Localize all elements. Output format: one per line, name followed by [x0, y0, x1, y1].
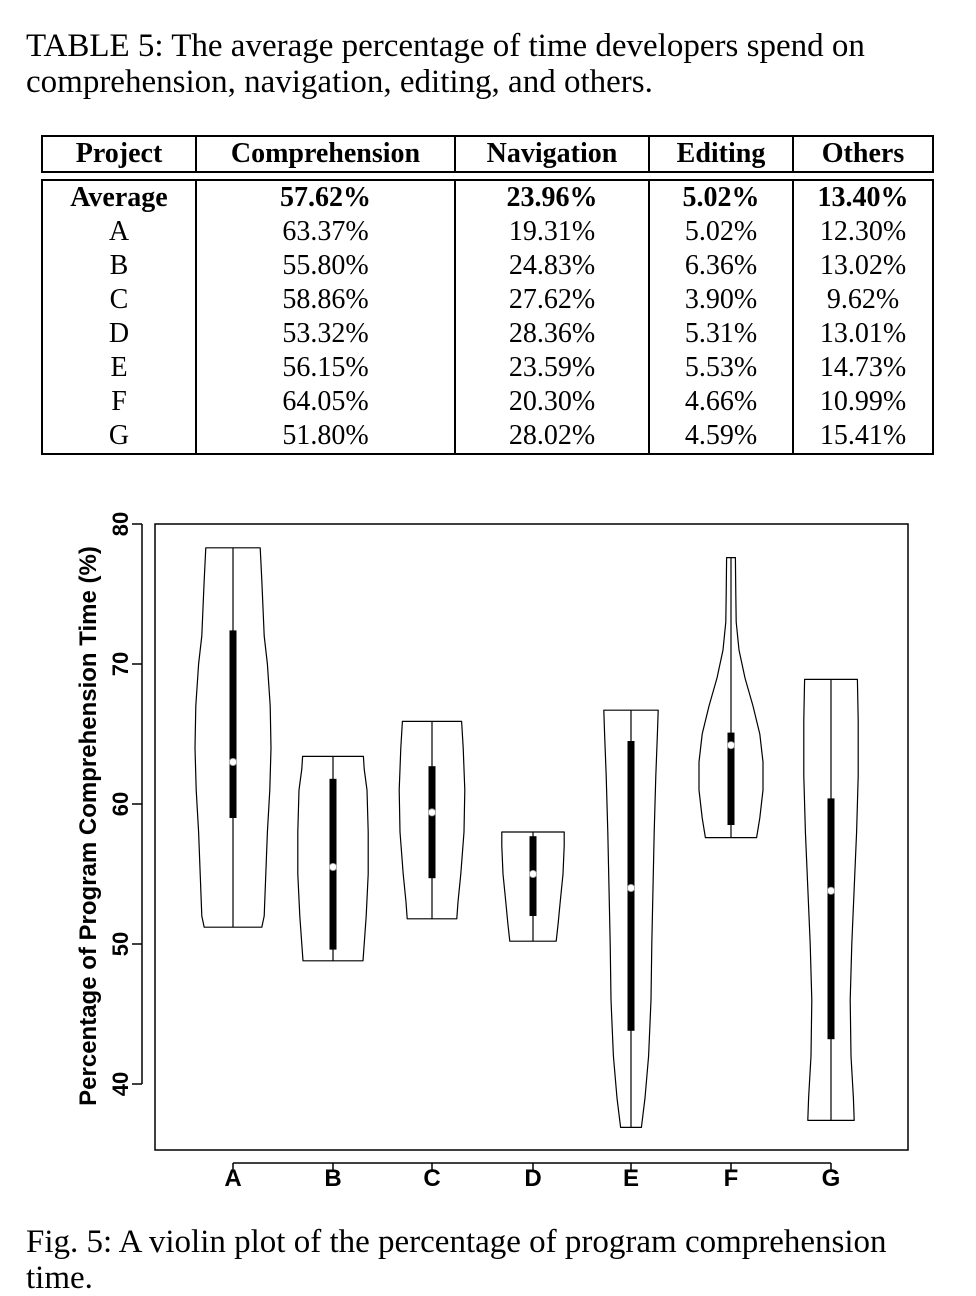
cell-comprehension: 63.37%	[196, 215, 455, 249]
cell-editing: 3.90%	[649, 283, 793, 317]
cell-comprehension: 53.32%	[196, 317, 455, 351]
figure-caption: Fig. 5: A violin plot of the percentage of program comprehension time.	[26, 1224, 887, 1296]
cell-navigation: 23.96%	[455, 180, 649, 215]
x-tick-label: C	[423, 1165, 441, 1192]
col-header-project: Project	[42, 136, 196, 172]
cell-editing: 6.36%	[649, 249, 793, 283]
y-axis	[108, 512, 142, 1096]
col-header-comprehension: Comprehension	[196, 136, 455, 172]
cell-project: C	[42, 283, 196, 317]
violin-e	[604, 710, 658, 1127]
x-tick-label: D	[524, 1165, 542, 1192]
cell-project: F	[42, 385, 196, 419]
col-header-editing: Editing	[649, 136, 793, 172]
cell-comprehension: 58.86%	[196, 283, 455, 317]
violin-f	[699, 558, 763, 838]
violin-plot	[0, 500, 976, 1210]
cell-project: A	[42, 215, 196, 249]
col-header-navigation: Navigation	[455, 136, 649, 172]
violin-b	[298, 756, 368, 960]
violin-median-dot	[529, 870, 536, 877]
violin-g	[804, 679, 858, 1120]
cell-navigation: 19.31%	[455, 215, 649, 249]
violin-median-dot	[428, 809, 435, 816]
violin-iqr-box	[828, 798, 835, 1039]
x-axis	[224, 1163, 840, 1192]
cell-comprehension: 57.62%	[196, 180, 455, 215]
violins	[195, 548, 858, 1128]
cell-comprehension: 64.05%	[196, 385, 455, 419]
table-row	[42, 215, 933, 249]
cell-editing: 4.59%	[649, 419, 793, 454]
violin-iqr-box	[230, 630, 237, 818]
cell-others: 12.30%	[793, 215, 933, 249]
cell-comprehension: 51.80%	[196, 419, 455, 454]
cell-others: 10.99%	[793, 385, 933, 419]
violin-median-dot	[627, 884, 634, 891]
violin-median-dot	[229, 758, 236, 765]
violin-c	[399, 721, 465, 918]
x-tick-label: G	[821, 1165, 841, 1192]
cell-editing: 5.53%	[649, 351, 793, 385]
cell-others: 15.41%	[793, 419, 933, 454]
x-tick-label: B	[324, 1165, 342, 1192]
table-row	[42, 249, 933, 283]
y-tick-label: 40	[108, 1071, 133, 1097]
violin-a	[195, 548, 271, 927]
cell-others: 13.01%	[793, 317, 933, 351]
cell-comprehension: 55.80%	[196, 249, 455, 283]
cell-editing: 5.02%	[649, 215, 793, 249]
cell-others: 13.40%	[793, 180, 933, 215]
cell-navigation: 28.02%	[455, 419, 649, 454]
table-header-row	[42, 136, 933, 172]
results-table	[41, 135, 934, 455]
cell-navigation: 28.36%	[455, 317, 649, 351]
table-row	[42, 419, 933, 454]
violin-d	[502, 832, 564, 941]
cell-editing: 5.02%	[649, 180, 793, 215]
cell-others: 14.73%	[793, 351, 933, 385]
cell-navigation: 24.83%	[455, 249, 649, 283]
cell-navigation: 23.59%	[455, 351, 649, 385]
table-row	[42, 351, 933, 385]
x-tick-label: A	[224, 1165, 242, 1192]
violin-median-dot	[727, 742, 734, 749]
y-tick-label: 80	[108, 511, 133, 537]
cell-others: 9.62%	[793, 283, 933, 317]
y-tick-label: 50	[108, 931, 133, 957]
table-caption: TABLE 5: The average percentage of time developers spend on comprehension, navigation, editing, and others.	[26, 28, 865, 100]
cell-project: G	[42, 419, 196, 454]
table-row-average	[42, 180, 933, 215]
table-row	[42, 385, 933, 419]
x-tick-label: F	[723, 1165, 739, 1192]
cell-navigation: 20.30%	[455, 385, 649, 419]
violin-median-dot	[827, 887, 834, 894]
x-tick-label: E	[622, 1165, 640, 1192]
cell-project: Average	[42, 180, 196, 215]
cell-navigation: 27.62%	[455, 283, 649, 317]
cell-others: 13.02%	[793, 249, 933, 283]
violin-median-dot	[329, 863, 336, 870]
cell-project: B	[42, 249, 196, 283]
cell-editing: 4.66%	[649, 385, 793, 419]
cell-editing: 5.31%	[649, 317, 793, 351]
y-tick-label: 60	[108, 791, 133, 817]
table-row	[42, 283, 933, 317]
table-row	[42, 317, 933, 351]
col-header-others: Others	[793, 136, 933, 172]
cell-project: E	[42, 351, 196, 385]
y-tick-label: 70	[108, 651, 133, 677]
cell-project: D	[42, 317, 196, 351]
cell-comprehension: 56.15%	[196, 351, 455, 385]
violin-iqr-box	[429, 766, 436, 878]
y-axis-label: Percentage of Program Comprehension Time (%)	[75, 546, 102, 1106]
